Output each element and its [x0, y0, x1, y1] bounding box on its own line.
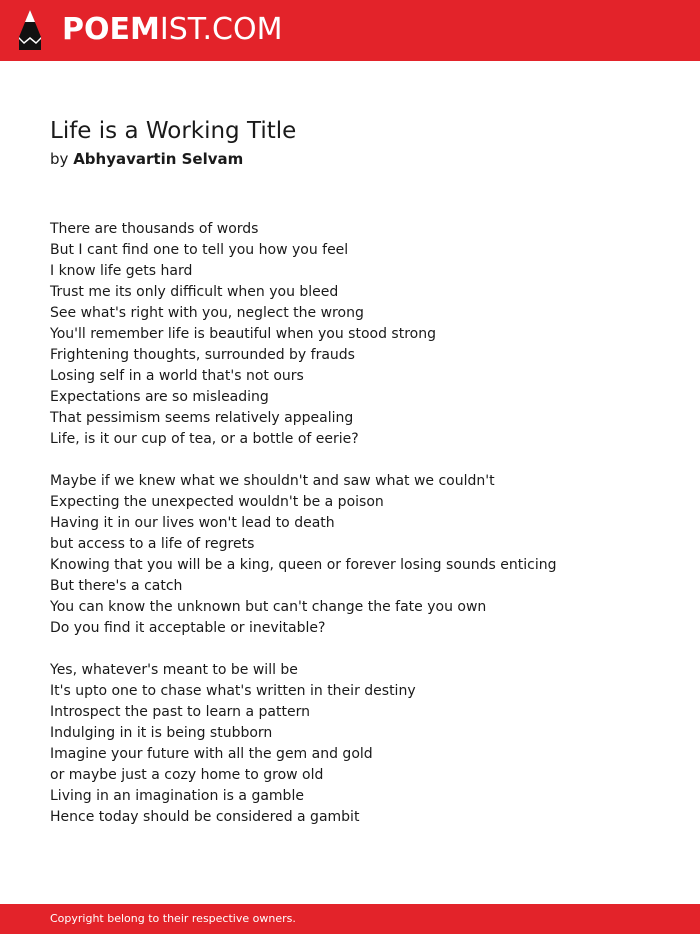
poem-line: That pessimism seems relatively appealing — [50, 410, 354, 426]
pencil-tip-icon — [16, 9, 44, 51]
poem-line: It's upto one to chase what's written in their destiny — [50, 683, 416, 699]
poem-line: Knowing that you will be a king, queen or forever losing sounds enticing — [50, 557, 557, 573]
poem-line: You'll remember life is beautiful when you stood strong — [50, 326, 436, 342]
poem-line: Expecting the unexpected wouldn't be a poison — [50, 494, 384, 510]
logo-light-text: IST.COM — [159, 12, 283, 47]
poem-line: You can know the unknown but can't change the fate you own — [50, 599, 487, 615]
poem-line: But I cant find one to tell you how you feel — [50, 242, 349, 258]
by-label: by — [50, 150, 69, 168]
poem-line: Life, is it our cup of tea, or a bottle of eerie? — [50, 431, 359, 447]
poem-line: Do you find it acceptable or inevitable? — [50, 620, 326, 636]
poem-line: There are thousands of words — [50, 221, 259, 237]
poem-line: but access to a life of regrets — [50, 536, 255, 552]
poem-line: Expectations are so misleading — [50, 389, 269, 405]
poem-author: Abhyavartin Selvam — [73, 150, 244, 168]
poem-line: Indulging in it is being stubborn — [50, 725, 273, 741]
poem-line: I know life gets hard — [50, 263, 193, 279]
poem-stanza — [50, 471, 670, 639]
poem-stanza — [50, 660, 670, 828]
poem-line: Losing self in a world that's not ours — [50, 368, 304, 384]
poem-byline — [50, 148, 243, 170]
site-footer — [0, 904, 700, 934]
poem-title: Life is a Working Title — [50, 118, 297, 144]
logo-bold-text: POEM — [62, 12, 160, 47]
copyright-text: Copyright belong to their respective owners. — [50, 912, 296, 925]
poem-body — [50, 219, 670, 849]
poem-stanza — [50, 219, 670, 450]
site-logo[interactable] — [62, 11, 282, 49]
poem-line: or maybe just a cozy home to grow old — [50, 767, 324, 783]
poem-line: Maybe if we knew what we shouldn't and saw what we couldn't — [50, 473, 495, 489]
poem-line: Introspect the past to learn a pattern — [50, 704, 310, 720]
poem-line: Imagine your future with all the gem and gold — [50, 746, 373, 762]
poem-line: Trust me its only difficult when you bleed — [50, 284, 339, 300]
poem-line: Having it in our lives won't lead to death — [50, 515, 335, 531]
poem-line: But there's a catch — [50, 578, 183, 594]
poem-line: See what's right with you, neglect the wrong — [50, 305, 364, 321]
site-header — [0, 0, 700, 61]
poem-line: Frightening thoughts, surrounded by frauds — [50, 347, 355, 363]
poem-line: Hence today should be considered a gambit — [50, 809, 360, 825]
poem-line: Living in an imagination is a gamble — [50, 788, 304, 804]
poem-line: Yes, whatever's meant to be will be — [50, 662, 298, 678]
